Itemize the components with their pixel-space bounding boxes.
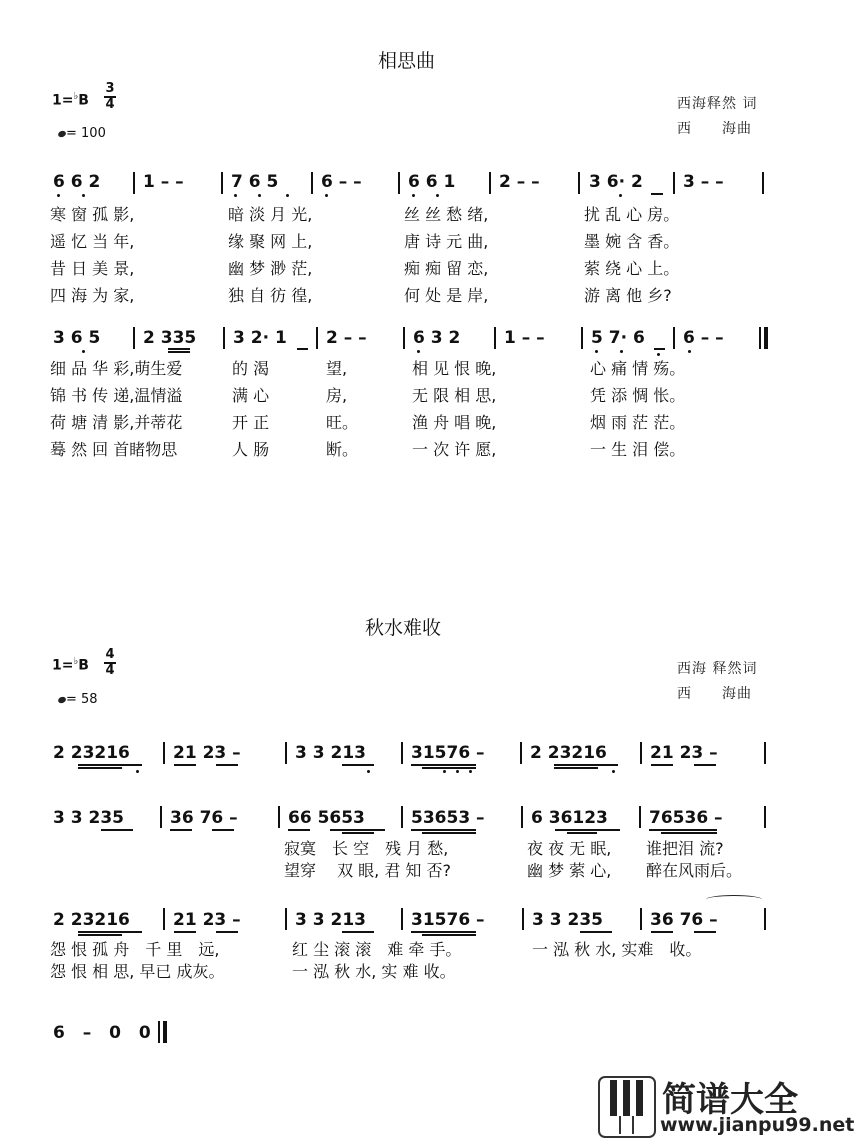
barline bbox=[578, 172, 580, 194]
barline bbox=[762, 172, 764, 194]
barline bbox=[640, 908, 642, 930]
eighth-underline bbox=[342, 764, 374, 766]
lyric-line: 房, bbox=[326, 386, 348, 405]
measure: 3 6· 2 bbox=[589, 172, 643, 192]
lyric-line: 一 生 泪 偿。 bbox=[590, 440, 686, 459]
lyric-line: 烟 雨 茫 茫。 bbox=[590, 413, 686, 432]
song1-composer: 西 海曲 bbox=[677, 121, 752, 137]
barline bbox=[673, 172, 675, 194]
song1-tempo: = 100 bbox=[58, 126, 106, 141]
lyric-line: 望穿 双 眼, 君 知 否? bbox=[284, 861, 452, 880]
lyric-line: 心 痛 情 殇。 bbox=[590, 359, 686, 378]
measure: 3 – – bbox=[683, 172, 724, 192]
eighth-underline bbox=[174, 764, 196, 766]
barline bbox=[133, 327, 135, 349]
sixteenth-underline bbox=[78, 934, 122, 936]
measure: 6 6 2 bbox=[53, 172, 101, 192]
eighth-underline bbox=[649, 829, 717, 831]
measure: 31576 – bbox=[411, 743, 485, 763]
barline bbox=[581, 327, 583, 349]
lyric-line: 谁把泪 流? bbox=[646, 839, 724, 858]
eighth-underline bbox=[694, 764, 716, 766]
song2-title: 秋水难收 bbox=[365, 617, 442, 639]
measure: 6 3 2 bbox=[413, 328, 461, 348]
measure: 36 76 – bbox=[170, 808, 238, 828]
lyric-line: 独 自 彷 徨, bbox=[228, 286, 313, 305]
lyric-line: 游 离 他 乡? bbox=[584, 286, 672, 305]
lyric-line: 细 品 华 彩,萌生爱 bbox=[50, 359, 183, 378]
sixteenth-underline bbox=[422, 934, 476, 936]
barline bbox=[764, 806, 766, 828]
song1-time-bottom: 4 bbox=[105, 97, 115, 112]
sixteenth-underline bbox=[168, 351, 190, 353]
song2-time-bottom: 4 bbox=[105, 663, 115, 678]
slur-mark bbox=[706, 895, 762, 904]
lyric-line: 扰 乱 心 房。 bbox=[584, 205, 680, 224]
lyric-line: 寒 窗 孤 影, bbox=[50, 205, 135, 224]
measure: 2 335 bbox=[143, 328, 197, 348]
eighth-underline bbox=[554, 764, 618, 766]
octave-dot bbox=[469, 770, 472, 773]
measure: 2 23216 bbox=[53, 910, 130, 930]
lyric-line: 渔 舟 唱 晚, bbox=[412, 413, 497, 432]
lyric-line: 遥 忆 当 年, bbox=[50, 232, 135, 251]
barline bbox=[639, 806, 641, 828]
measure: 7 6 5 bbox=[231, 172, 279, 192]
lyric-line: 凭 添 惆 怅。 bbox=[590, 386, 686, 405]
eighth-underline bbox=[651, 931, 673, 933]
lyric-line: 唐 诗 元 曲, bbox=[404, 232, 489, 251]
eighth-underline bbox=[654, 348, 665, 350]
barline bbox=[311, 172, 313, 194]
eighth-underline bbox=[342, 931, 374, 933]
measure: 66 5653 bbox=[288, 808, 365, 828]
eighth-underline bbox=[555, 829, 620, 831]
measure: 31576 – bbox=[411, 910, 485, 930]
eighth-underline bbox=[216, 931, 238, 933]
lyric-line: 丝 丝 愁 绪, bbox=[404, 205, 489, 224]
barline bbox=[401, 908, 403, 930]
lyric-line: 醉在风雨后。 bbox=[646, 861, 743, 880]
octave-dot bbox=[619, 194, 622, 197]
song1-title: 相思曲 bbox=[378, 50, 436, 72]
measure: 6 6 1 bbox=[408, 172, 456, 192]
lyric-line: 暗 淡 月 光, bbox=[228, 205, 313, 224]
octave-dot bbox=[417, 350, 420, 353]
octave-dot bbox=[367, 770, 370, 773]
measure: 3 6 5 bbox=[53, 328, 101, 348]
lyric-line: 蓦 然 回 首睹物思 bbox=[50, 440, 178, 459]
barline bbox=[398, 172, 400, 194]
octave-dot bbox=[82, 350, 85, 353]
measure: 6 36123 bbox=[531, 808, 608, 828]
final-barline-thick bbox=[764, 327, 768, 349]
lyric-line: 旺。 bbox=[326, 413, 359, 432]
piano-keys-logo-icon bbox=[598, 1076, 656, 1138]
measure: 2 23216 bbox=[53, 743, 130, 763]
octave-dot bbox=[258, 194, 261, 197]
song1-key-signature: 1=♭B bbox=[52, 91, 89, 109]
lyric-line: 痴 痴 留 恋, bbox=[404, 259, 489, 278]
octave-dot bbox=[82, 194, 85, 197]
lyric-line: 满 心 bbox=[232, 386, 270, 405]
sixteenth-underline bbox=[342, 832, 374, 834]
measure: 2 – – bbox=[326, 328, 367, 348]
octave-dot bbox=[688, 350, 691, 353]
measure: 36 76 – bbox=[650, 910, 718, 930]
measure: 5 7· 6 bbox=[591, 328, 645, 348]
barline bbox=[163, 742, 165, 764]
eighth-underline bbox=[330, 829, 385, 831]
octave-dot bbox=[443, 770, 446, 773]
octave-dot bbox=[234, 194, 237, 197]
octave-dot bbox=[57, 194, 60, 197]
song2-composer: 西 海曲 bbox=[677, 686, 752, 702]
octave-dot bbox=[612, 770, 615, 773]
eighth-underline bbox=[168, 348, 190, 350]
measure: 76536 – bbox=[649, 808, 723, 828]
lyric-line: 一 泓 秋 水, 实 难 收。 bbox=[292, 962, 456, 981]
barline bbox=[285, 742, 287, 764]
lyric-line: 断。 bbox=[326, 440, 359, 459]
lyric-line: 夜 夜 无 眠, bbox=[527, 839, 612, 858]
measure: 3 2· 1 bbox=[233, 328, 287, 348]
barline bbox=[285, 908, 287, 930]
eighth-underline bbox=[411, 829, 476, 831]
brand-url: www.jianpu99.net bbox=[660, 1114, 854, 1136]
barline bbox=[401, 806, 403, 828]
lyric-line: 幽 梦 渺 茫, bbox=[228, 259, 313, 278]
lyric-line: 怨 恨 孤 舟 千 里 远, bbox=[50, 940, 220, 959]
octave-dot bbox=[436, 194, 439, 197]
barline bbox=[221, 172, 223, 194]
final-barline-thick bbox=[163, 1021, 167, 1043]
sixteenth-underline bbox=[567, 832, 597, 834]
eighth-underline bbox=[212, 829, 234, 831]
eighth-underline bbox=[216, 764, 238, 766]
song2-time-top: 4 bbox=[105, 647, 115, 662]
barline bbox=[673, 327, 675, 349]
sixteenth-underline bbox=[422, 767, 476, 769]
lyric-line: 无 限 相 思, bbox=[412, 386, 497, 405]
song2-key-signature: 1=♭B bbox=[52, 656, 89, 674]
final-barline-thin bbox=[759, 327, 761, 349]
eighth-underline bbox=[78, 764, 142, 766]
barline bbox=[489, 172, 491, 194]
eighth-underline bbox=[170, 829, 192, 831]
lyric-line: 红 尘 滚 滚 难 牵 手。 bbox=[292, 940, 462, 959]
measure: 1 – – bbox=[143, 172, 184, 192]
barline bbox=[494, 327, 496, 349]
barline bbox=[764, 742, 766, 764]
eighth-underline bbox=[101, 829, 133, 831]
barline bbox=[522, 908, 524, 930]
lyric-line: 墨 婉 含 香。 bbox=[584, 232, 680, 251]
octave-dot bbox=[456, 770, 459, 773]
lyric-line: 荷 塘 清 影,并蒂花 bbox=[50, 413, 183, 432]
measure: 6 – – bbox=[683, 328, 724, 348]
sixteenth-underline bbox=[661, 832, 717, 834]
eighth-underline bbox=[78, 931, 142, 933]
barline bbox=[316, 327, 318, 349]
lyric-line: 的 渴 bbox=[232, 359, 270, 378]
lyric-line: 昔 日 美 景, bbox=[50, 259, 135, 278]
eighth-underline bbox=[694, 931, 716, 933]
measure: 2 – – bbox=[499, 172, 540, 192]
barline bbox=[278, 806, 280, 828]
final-barline-thin bbox=[158, 1021, 160, 1043]
song1-time-top: 3 bbox=[105, 81, 115, 96]
lyric-line: 望, bbox=[326, 359, 348, 378]
eighth-underline bbox=[651, 193, 663, 195]
eighth-underline bbox=[288, 829, 310, 831]
sixteenth-underline bbox=[422, 832, 476, 834]
lyric-line: 缘 聚 网 上, bbox=[228, 232, 313, 251]
song1-lyricist: 西海释然 词 bbox=[677, 96, 758, 112]
lyric-line: 幽 梦 萦 心, bbox=[527, 861, 612, 880]
barline bbox=[401, 742, 403, 764]
measure: 3 3 213 bbox=[295, 743, 366, 763]
barline bbox=[521, 806, 523, 828]
octave-dot bbox=[325, 194, 328, 197]
measure: 3 3 213 bbox=[295, 910, 366, 930]
lyric-line: 寂寞 长 空 残 月 愁, bbox=[284, 839, 449, 858]
measure: 21 23 – bbox=[173, 910, 241, 930]
barline bbox=[223, 327, 225, 349]
measure: 3 3 235 bbox=[532, 910, 603, 930]
lyric-line: 开 正 bbox=[232, 413, 270, 432]
brand-name: 简谱大全 bbox=[662, 1080, 798, 1120]
eighth-underline bbox=[411, 764, 476, 766]
song2-tempo: = 58 bbox=[58, 692, 98, 707]
barline bbox=[403, 327, 405, 349]
lyric-line: 相 见 恨 晚, bbox=[412, 359, 497, 378]
measure: 21 23 – bbox=[650, 743, 718, 763]
measure: 3 3 235 bbox=[53, 808, 124, 828]
octave-dot bbox=[412, 194, 415, 197]
lyric-line: 萦 绕 心 上。 bbox=[584, 259, 680, 278]
barline bbox=[133, 172, 135, 194]
lyric-line: 一 泓 秋 水, 实难 收。 bbox=[532, 940, 702, 959]
measure: 2 23216 bbox=[530, 743, 607, 763]
eighth-underline bbox=[297, 348, 308, 350]
barline bbox=[520, 742, 522, 764]
octave-dot bbox=[286, 194, 289, 197]
lyric-line: 何 处 是 岸, bbox=[404, 286, 489, 305]
octave-dot bbox=[595, 350, 598, 353]
eighth-underline bbox=[174, 931, 196, 933]
measure: 6 – 0 0 bbox=[53, 1023, 157, 1043]
measure: 53653 – bbox=[411, 808, 485, 828]
lyric-line: 四 海 为 家, bbox=[50, 286, 135, 305]
eighth-underline bbox=[651, 764, 673, 766]
barline bbox=[160, 806, 162, 828]
song2-lyricist: 西海 释然词 bbox=[677, 661, 758, 677]
lyric-line: 一 次 许 愿, bbox=[412, 440, 497, 459]
measure: 6 – – bbox=[321, 172, 362, 192]
eighth-underline bbox=[411, 931, 476, 933]
barline bbox=[163, 908, 165, 930]
sixteenth-underline bbox=[78, 767, 122, 769]
eighth-underline bbox=[580, 931, 612, 933]
measure: 21 23 – bbox=[173, 743, 241, 763]
lyric-line: 怨 恨 相 思, 早已 成灰。 bbox=[50, 962, 225, 981]
barline bbox=[764, 908, 766, 930]
octave-dot bbox=[136, 770, 139, 773]
barline bbox=[640, 742, 642, 764]
lyric-line: 人 肠 bbox=[232, 440, 270, 459]
measure: 1 – – bbox=[504, 328, 545, 348]
lyric-line: 锦 书 传 递,温情溢 bbox=[50, 386, 183, 405]
octave-dot bbox=[620, 350, 623, 353]
sixteenth-underline bbox=[554, 767, 598, 769]
